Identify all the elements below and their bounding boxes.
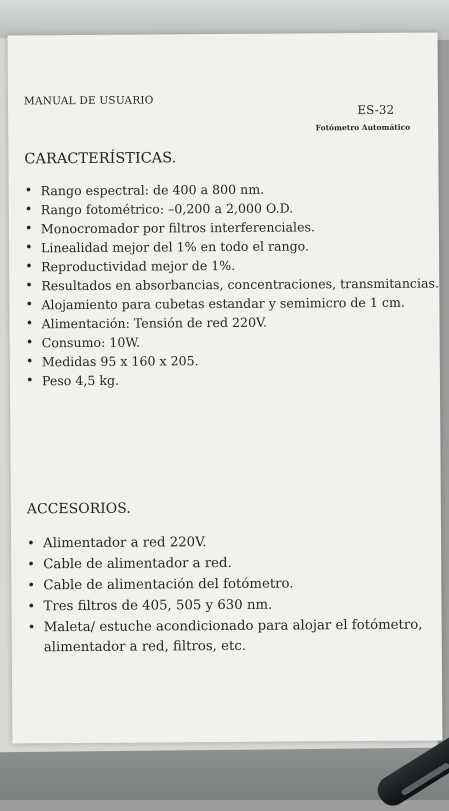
feature-item: • Rango fotométrico: –0,200 a 2,000 O.D. bbox=[23, 198, 439, 220]
product-name: Fotómetro Automático bbox=[315, 122, 411, 133]
feature-item: • Linealidad mejor del 1% en todo el rango. bbox=[23, 236, 439, 258]
feature-item: • Alojamiento para cubetas estandar y semimicro de 1 cm. bbox=[23, 293, 439, 315]
accessory-item: • Maleta/ estuche acondicionado para alojar el fotómetro, alimentador a red, filtros, etc. bbox=[26, 615, 442, 658]
model-number: ES-32 bbox=[357, 102, 395, 118]
accessory-item: • Alimentador a red 220V. bbox=[25, 531, 441, 555]
feature-list bbox=[23, 179, 440, 391]
accessory-item: • Cable de alimentación del fotómetro. bbox=[25, 573, 441, 597]
feature-item: • Medidas 95 x 160 x 205. bbox=[24, 350, 440, 372]
manual-label: MANUAL DE USUARIO bbox=[23, 94, 154, 108]
accessory-item: • Cable de alimentador a red. bbox=[25, 552, 441, 576]
feature-item: • Monocromador por filtros interferenciales. bbox=[23, 217, 439, 239]
feature-item: • Resultados en absorbancias, concentraciones, transmitancias. bbox=[23, 274, 439, 296]
accessory-item: • Tres filtros de 405, 505 y 630 nm. bbox=[25, 594, 441, 618]
section-title-accesorios: ACCESORIOS. bbox=[26, 500, 131, 518]
feature-item: • Consumo: 10W. bbox=[24, 331, 440, 353]
section-title-caracteristicas: CARACTERÍSTICAS. bbox=[24, 150, 177, 168]
manual-page bbox=[8, 33, 443, 744]
feature-item: • Alimentación: Tensión de red 220V. bbox=[23, 312, 439, 334]
feature-item: • Reproductividad mejor de 1%. bbox=[23, 255, 439, 277]
accessory-list bbox=[25, 531, 442, 658]
feature-item: • Rango espectral: de 400 a 800 nm. bbox=[23, 179, 439, 201]
feature-item: • Peso 4,5 kg. bbox=[24, 369, 440, 391]
product-header bbox=[315, 102, 411, 133]
